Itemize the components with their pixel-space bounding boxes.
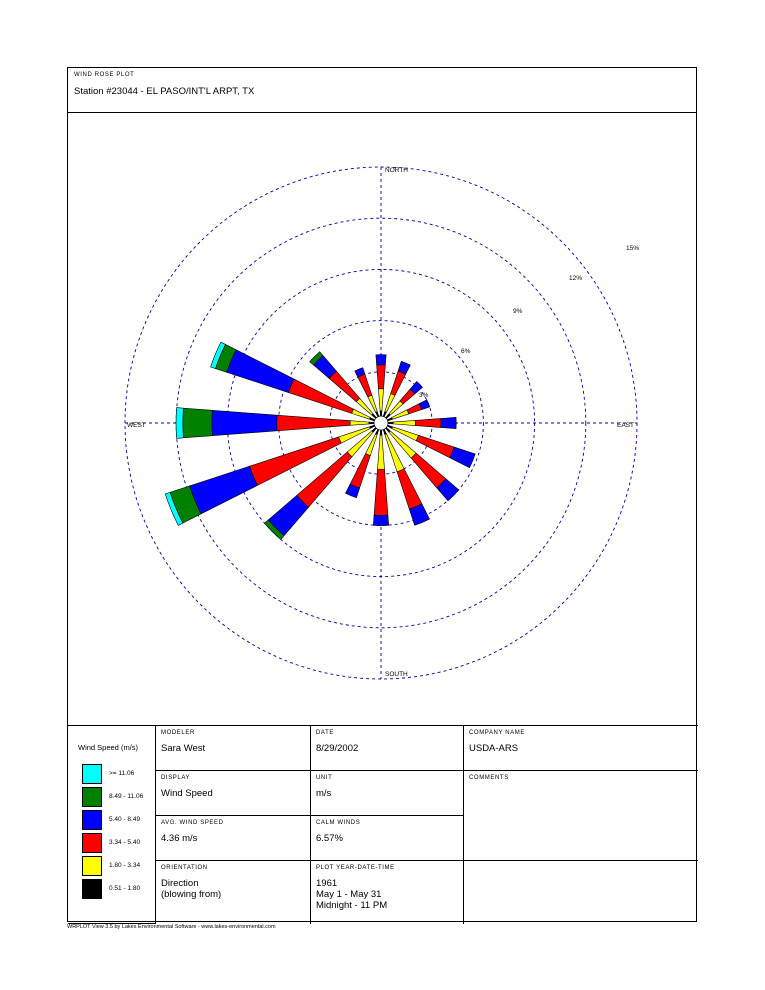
- legend-swatch: [82, 764, 102, 784]
- ring-label: 15%: [626, 245, 640, 252]
- period-cell: [311, 861, 464, 924]
- calm-cell: [311, 816, 464, 861]
- legend-label: 3.34 - 5.40: [109, 839, 141, 846]
- date-cell: [311, 726, 464, 771]
- modeler-cell: [156, 726, 311, 771]
- orientation-cell: [156, 861, 311, 924]
- orientation-value: Direction (blowing from): [161, 878, 222, 900]
- calm-caption: CALM WINDS: [316, 820, 361, 826]
- legend-swatch: [82, 810, 102, 830]
- petal-segment: [378, 435, 385, 469]
- legend-title: Wind Speed (m/s): [78, 743, 139, 752]
- ring-label: 12%: [569, 275, 583, 282]
- petal-segment: [227, 350, 294, 393]
- company-caption: COMPANY NAME: [469, 730, 525, 736]
- display-caption: DISPLAY: [161, 775, 191, 781]
- modeler-value: Sara West: [161, 743, 206, 754]
- software-credit: WRPLOT View 3.5 by Lakes Environmental Software - www.lakes-environmental.com: [67, 924, 276, 930]
- legend-label: 1.80 - 3.34: [109, 862, 141, 869]
- legend-label: >= 11.06: [109, 770, 135, 777]
- petal-segment: [380, 430, 382, 435]
- petal-segment: [190, 466, 258, 514]
- wind-rose-chart: [68, 113, 698, 725]
- company-value: USDA-ARS: [469, 743, 519, 754]
- avg-speed-cell: [156, 816, 311, 861]
- unit-cell: [311, 771, 464, 816]
- petal-segment: [350, 454, 370, 488]
- legend-swatch: [82, 856, 102, 876]
- avg-speed-caption: AVG. WIND SPEED: [161, 820, 224, 826]
- blank-cell: [464, 861, 698, 924]
- petal-segment: [391, 371, 406, 395]
- petal-segment: [407, 404, 422, 414]
- period-value: 1961 May 1 - May 31 Midnight - 11 PM: [316, 878, 388, 911]
- header-caption: WIND ROSE PLOT: [74, 72, 135, 78]
- legend-swatch: [82, 787, 102, 807]
- petal-segment: [183, 408, 212, 438]
- petal-segment: [411, 453, 446, 488]
- wind-rose-area: [68, 113, 698, 725]
- calm-circle: [374, 416, 388, 430]
- petal-segment: [377, 365, 386, 389]
- petal-segment: [176, 408, 183, 439]
- petal-segment: [441, 417, 457, 428]
- legend-label: 8.49 - 11.06: [109, 793, 144, 800]
- north-label: NORTH: [385, 167, 408, 174]
- petal-segment: [358, 374, 372, 397]
- station-title: Station #23044 - EL PASO/INT'L ARPT, TX: [74, 86, 255, 97]
- company-cell: [464, 726, 698, 771]
- petal-segment: [350, 421, 369, 426]
- orientation-caption: ORIENTATION: [161, 865, 208, 871]
- ring-label: 9%: [513, 308, 523, 315]
- calm-value: 6.57%: [316, 833, 343, 844]
- petal-segment: [388, 422, 393, 424]
- ring-label: 6%: [461, 348, 471, 355]
- petal-segment: [329, 371, 360, 402]
- plot-frame: [67, 67, 697, 922]
- legend-swatch: [82, 833, 102, 853]
- petal-segment: [393, 420, 415, 425]
- legend-label: 0.51 - 1.80: [109, 885, 141, 892]
- east-label: EAST: [617, 422, 634, 429]
- comments-caption: COMMENTS: [469, 775, 509, 781]
- period-caption: PLOT YEAR-DATE-TIME: [316, 865, 395, 871]
- petal-segment: [380, 411, 382, 416]
- south-label: SOUTH: [385, 671, 408, 678]
- date-value: 8/29/2002: [316, 743, 359, 754]
- petal-segment: [369, 422, 374, 424]
- west-label: WEST: [127, 422, 146, 429]
- petal-segment: [385, 434, 404, 472]
- petal-segment: [212, 410, 277, 435]
- petal-segment: [415, 419, 441, 428]
- legend-panel: [68, 726, 156, 924]
- petal-segment: [374, 469, 388, 515]
- date-caption: DATE: [316, 730, 334, 736]
- avg-speed-value: 4.36 m/s: [161, 833, 198, 844]
- legend-label: 5.40 - 8.49: [109, 816, 141, 823]
- info-table: [68, 725, 698, 923]
- ring-label: 3%: [419, 392, 429, 399]
- petal-segment: [416, 435, 454, 457]
- petal-segment: [373, 515, 388, 525]
- modeler-caption: MODELER: [161, 730, 195, 736]
- unit-value: m/s: [316, 788, 332, 799]
- petal-segment: [277, 415, 350, 431]
- comments-cell: [464, 771, 698, 861]
- petal-segment: [378, 389, 383, 411]
- petal-segment: [450, 447, 475, 468]
- unit-caption: UNIT: [316, 775, 333, 781]
- legend-swatch: [82, 879, 102, 899]
- petal-segment: [376, 355, 386, 365]
- display-value: Wind Speed: [161, 788, 213, 799]
- petal-segment: [397, 469, 422, 509]
- plot-header: [68, 68, 696, 113]
- display-cell: [156, 771, 311, 816]
